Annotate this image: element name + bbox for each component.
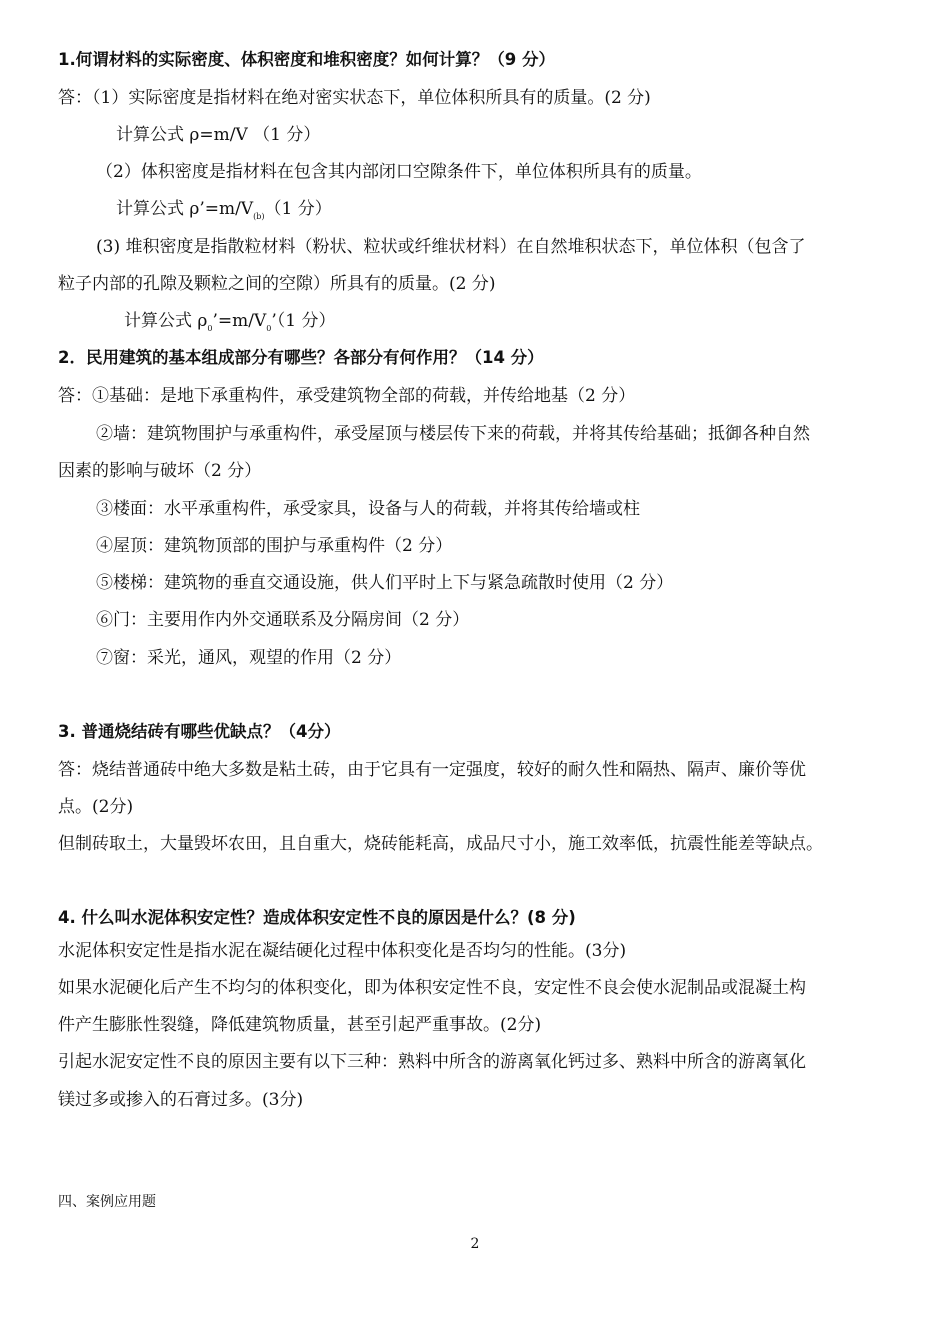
- q4-title: 4. 什么叫水泥体积安定性？造成体积安定性不良的原因是什么？(8 分): [58, 908, 576, 927]
- q2-title: 2．民用建筑的基本组成部分有哪些？各部分有何作用？（14 分）: [58, 348, 544, 367]
- q2-item-1: 答：①基础：是地下承重构件，承受建筑物全部的荷载，并传给地基（2 分）: [58, 386, 636, 406]
- q1-answer-3-line2: 粒子内部的孔隙及颗粒之间的空隙）所具有的质量。(2 分): [58, 274, 496, 294]
- q1-formula-2-score: （1 分）: [264, 199, 332, 219]
- q2-item-2-line1: ②墙：建筑物围护与承重构件，承受屋顶与楼层传下来的荷载，并将其传给基础；抵御各种自然: [96, 424, 810, 444]
- q1-formula-1: 计算公式 ρ=m/V （1 分）: [116, 125, 321, 145]
- q4-line-5: 镁过多或掺入的石膏过多。(3分): [58, 1090, 304, 1110]
- q3-title: 3. 普通烧结砖有哪些优缺点？（4分）: [58, 722, 341, 741]
- q1-formula-2-subscript: (b): [253, 212, 265, 221]
- q1-formula-3-mid: ’=m/V: [212, 311, 267, 331]
- q1-formula-2-main: 计算公式 ρ’=m/V: [116, 199, 254, 219]
- q1-formula-3-subscript-1: 0: [207, 324, 213, 333]
- q4-line-2: 如果水泥硬化后产生不均匀的体积变化，即为体积安定性不良，安定性不良会使水泥制品或混凝土构: [58, 978, 806, 998]
- q1-answer-1: 答：（1）实际密度是指材料在绝对密实状态下，单位体积所具有的质量。(2 分): [58, 88, 651, 108]
- q4-line-4: 引起水泥安定性不良的原因主要有以下三种：熟料中所含的游离氧化钙过多、熟料中所含的游离氧化: [58, 1052, 806, 1072]
- q2-item-5: ⑤楼梯：建筑物的垂直交通设施，供人们平时上下与紧急疏散时使用（2 分）: [96, 573, 674, 593]
- q1-formula-3-subscript-2: 0: [266, 324, 272, 333]
- q2-item-4: ④屋顶：建筑物顶部的围护与承重构件（2 分）: [96, 536, 453, 556]
- q2-item-2-line2: 因素的影响与破坏（2 分）: [58, 461, 262, 481]
- q2-item-6: ⑥门：主要用作内外交通联系及分隔房间（2 分）: [96, 610, 470, 630]
- q4-line-3: 件产生膨胀性裂缝，降低建筑物质量，甚至引起严重事故。(2分): [58, 1015, 542, 1035]
- page-number: 2: [470, 1236, 480, 1252]
- section-heading: 四、案例应用题: [58, 1194, 156, 1210]
- q4-line-1: 水泥体积安定性是指水泥在凝结硬化过程中体积变化是否均匀的性能。(3分): [58, 941, 627, 961]
- q2-item-7: ⑦窗：采光，通风，观望的作用（2 分）: [96, 648, 402, 668]
- q2-item-3: ③楼面：水平承重构件，承受家具，设备与人的荷载，并将其传给墙或柱: [96, 499, 640, 519]
- q1-answer-3-line1: (3) 堆积密度是指散粒材料（粉状、粒状或纤维状材料）在自然堆积状态下，单位体积（包含了: [96, 237, 806, 257]
- q3-line-1: 答：烧结普通砖中绝大多数是粘土砖，由于它具有一定强度，较好的耐久性和隔热、隔声、廉价等优: [58, 760, 806, 780]
- q1-formula-2: [116, 197, 332, 229]
- q1-answer-2: （2）体积密度是指材料在包含其内部闭口空隙条件下，单位体积所具有的质量。: [96, 162, 702, 182]
- q3-line-2: 点。(2分): [58, 797, 134, 817]
- q1-formula-3-main: 计算公式 ρ: [124, 311, 208, 331]
- q1-title: 1.何谓材料的实际密度、体积密度和堆积密度？如何计算？（9 分）: [58, 50, 555, 69]
- q1-formula-3: [124, 309, 336, 341]
- q1-formula-3-score: ’（1 分）: [271, 311, 336, 331]
- q3-line-3: 但制砖取土，大量毁坏农田，且自重大，烧砖能耗高，成品尺寸小，施工效率低，抗震性能差等缺点。: [58, 834, 823, 854]
